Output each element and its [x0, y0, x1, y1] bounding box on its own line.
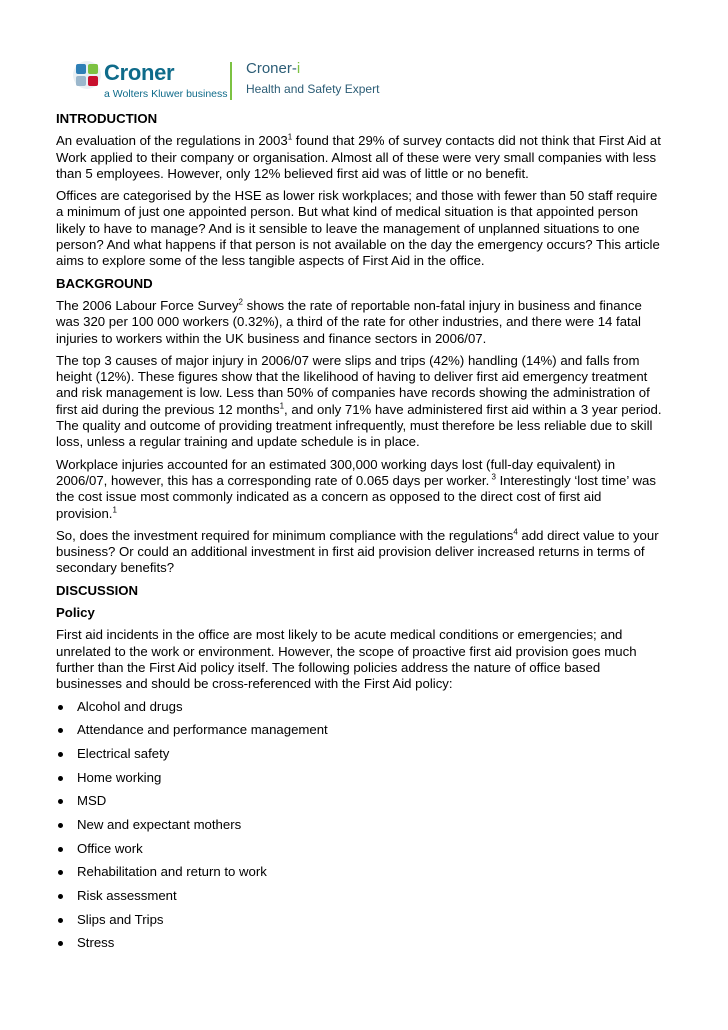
- product-name-accent: i: [296, 60, 301, 77]
- list-item: New and expectant mothers: [56, 817, 664, 841]
- footnote-ref: 4: [513, 527, 518, 537]
- list-item: Electrical safety: [56, 746, 664, 770]
- list-item: Risk assessment: [56, 888, 664, 912]
- list-item: Rehabilitation and return to work: [56, 864, 664, 888]
- background-paragraph-3: Workplace injuries accounted for an estimated 300,000 working days lost (full-day equivalent) in 2006/07, however, this has a corresponding rate of 0.065 days per worker. $^3$ Interestingly ‘lost time’ was the cost issue most commonly indicated as a concern as opposed to the direct cost of first aid provision.$^1$: [56, 456, 656, 521]
- product-name: [246, 60, 300, 78]
- list-item: Attendance and performance management: [56, 722, 664, 746]
- article-body: [56, 111, 664, 959]
- brand-name: Croner: [104, 60, 175, 85]
- background-paragraph-2: The top 3 causes of major injury in 2006/07 were slips and trips (42%) handling (14%) and falls from height (12%). These figures show that the likelihood of having to deliver first aid emergency treatment and risk management is low. Less than 50% of companies have records showing the administration of first aid during the previous 12 months$^1$, and only 71% have administered first aid within a 3 year period. The quality and outcome of providing treatment infrequently, must therefore be less reliable due to skill loss, unless a regular training and update schedule is in place.: [56, 352, 662, 450]
- policy-list: [56, 699, 664, 960]
- footnote-ref: 1: [287, 132, 293, 142]
- list-item: Stress: [56, 935, 664, 959]
- background-paragraph-1: The 2006 Labour Force Survey$^2$ shows the rate of reportable non-fatal injury in business and finance was 320 per 100 000 workers (0.32%), a third of the rate for other industries, and there were 14 fatal injuries to workers within the UK business and finance sectors in 2006/07.: [56, 297, 642, 346]
- footnote-ref: 3: [489, 472, 496, 482]
- footnote-ref: 1: [112, 505, 117, 515]
- document-header: [72, 58, 402, 102]
- introduction-paragraph-1: An evaluation of the regulations in 2003$^1$ found that 29% of survey contacts did not think that First Aid at Work applied to their company or organisation. Almost all of these were very small companies with less than 5 employees. However, only 12% believed first aid was of little or no benefit.: [56, 132, 661, 181]
- introduction-paragraph-2: Offices are categorised by the HSE as lower risk workplaces; and those with fewer than 50 staff require a minimum of just one appointed person. But what kind of medical situation is that appointed person likely to have to manage? And is it sensible to leave the management of unplanned situations to one person? And what happens if that person is not available on the day the emergency occurs? This article aims to explore some of the less tangible aspects of First Aid in the office.: [56, 188, 660, 269]
- background-paragraph-4: So, does the investment required for minimum compliance with the regulations$^4$ add direct value to your business? Or could an additional investment in first aid provision deliver increased returns in terms of secondary benefits?: [56, 527, 659, 576]
- introduction-heading: INTRODUCTION: [56, 111, 158, 126]
- list-item: Slips and Trips: [56, 912, 664, 936]
- footnote-ref: 1: [279, 401, 285, 411]
- list-item: Alcohol and drugs: [56, 699, 664, 723]
- header-divider: [230, 62, 232, 100]
- brand-subtitle: a Wolters Kluwer business: [104, 88, 228, 100]
- product-name-prefix: Croner-: [246, 60, 297, 77]
- background-heading: BACKGROUND: [56, 275, 153, 291]
- policy-subheading: Policy: [56, 605, 95, 621]
- footnote-ref: 2: [238, 297, 243, 307]
- list-item: Office work: [56, 841, 664, 865]
- croner-logo-icon: [72, 60, 102, 90]
- product-subtitle: Health and Safety Expert: [246, 82, 380, 96]
- list-item: MSD: [56, 793, 664, 817]
- discussion-heading: DISCUSSION: [56, 582, 139, 598]
- list-item: Home working: [56, 770, 664, 794]
- discussion-paragraph-1: First aid incidents in the office are most likely to be acute medical conditions or emergencies; and unrelated to the work or environment. However, the scope of proactive first aid provision goes much further than the First Aid policy itself. The following policies address the nature of office based businesses and should be cross-referenced with the First Aid policy:: [56, 627, 637, 692]
